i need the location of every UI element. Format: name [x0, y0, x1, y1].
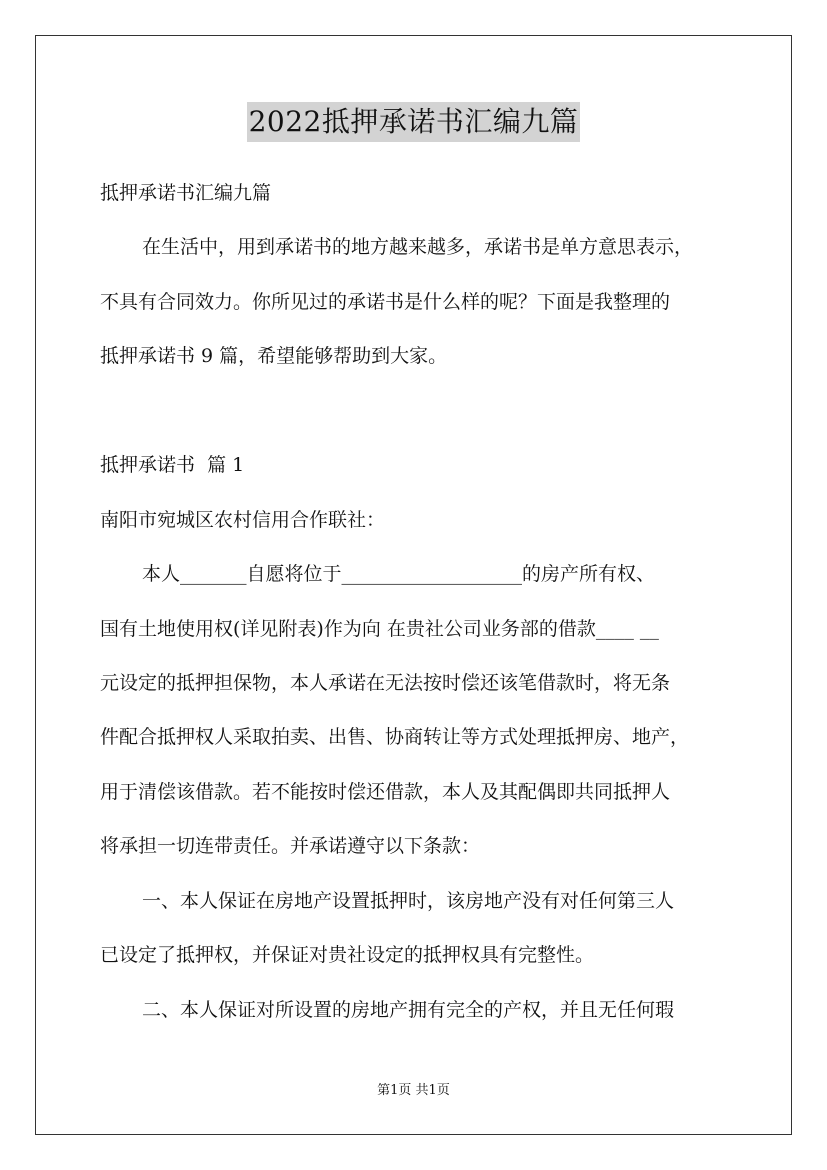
paragraph-line: 抵押承诺书 9 篇，希望能够帮助到大家。	[100, 345, 448, 367]
document-title: 2022抵押承诺书汇编九篇	[247, 102, 581, 142]
paragraph-line: 已设定了抵押权，并保证对贵社设定的抵押权具有完整性。	[100, 944, 595, 966]
addressee: 南阳市宛城区农村信用合作联社：	[100, 509, 386, 531]
paragraph-line: 在生活中，用到承诺书的地方越来越多，承诺书是单方意思表示，	[142, 236, 694, 258]
paragraph-line: 国有土地使用权(详见附表)作为向 在贵社公司业务部的借款____ __	[100, 618, 659, 640]
paragraph-line: 用于清偿该借款。若不能按时偿还借款，本人及其配偶即共同抵押人	[100, 781, 671, 803]
paragraph-line: 二、本人保证对所设置的房地产拥有完全的产权，并且无任何瑕	[142, 999, 675, 1021]
title-container	[0, 102, 827, 142]
section-heading: 抵押承诺书 篇 1	[100, 454, 245, 476]
page-footer: 第1页 共1页	[377, 1083, 450, 1098]
subtitle: 抵押承诺书汇编九篇	[100, 182, 272, 204]
paragraph-line: 不具有合同效力。你所见过的承诺书是什么样的呢？下面是我整理的	[100, 291, 671, 313]
paragraph-line: 一、本人保证在房地产设置抵押时，该房地产没有对任何第三人	[142, 890, 675, 912]
paragraph-line: 本人_______自愿将位于___________________的房产所有权、	[142, 563, 656, 585]
paragraph-line: 元设定的抵押担保物，本人承诺在无法按时偿还该笔借款时，将无条	[100, 672, 671, 694]
paragraph-line: 件配合抵押权人采取拍卖、出售、协商转让等方式处理抵押房、地产，	[100, 726, 690, 748]
paragraph-line: 将承担一切连带责任。并承诺遵守以下条款：	[100, 835, 481, 857]
